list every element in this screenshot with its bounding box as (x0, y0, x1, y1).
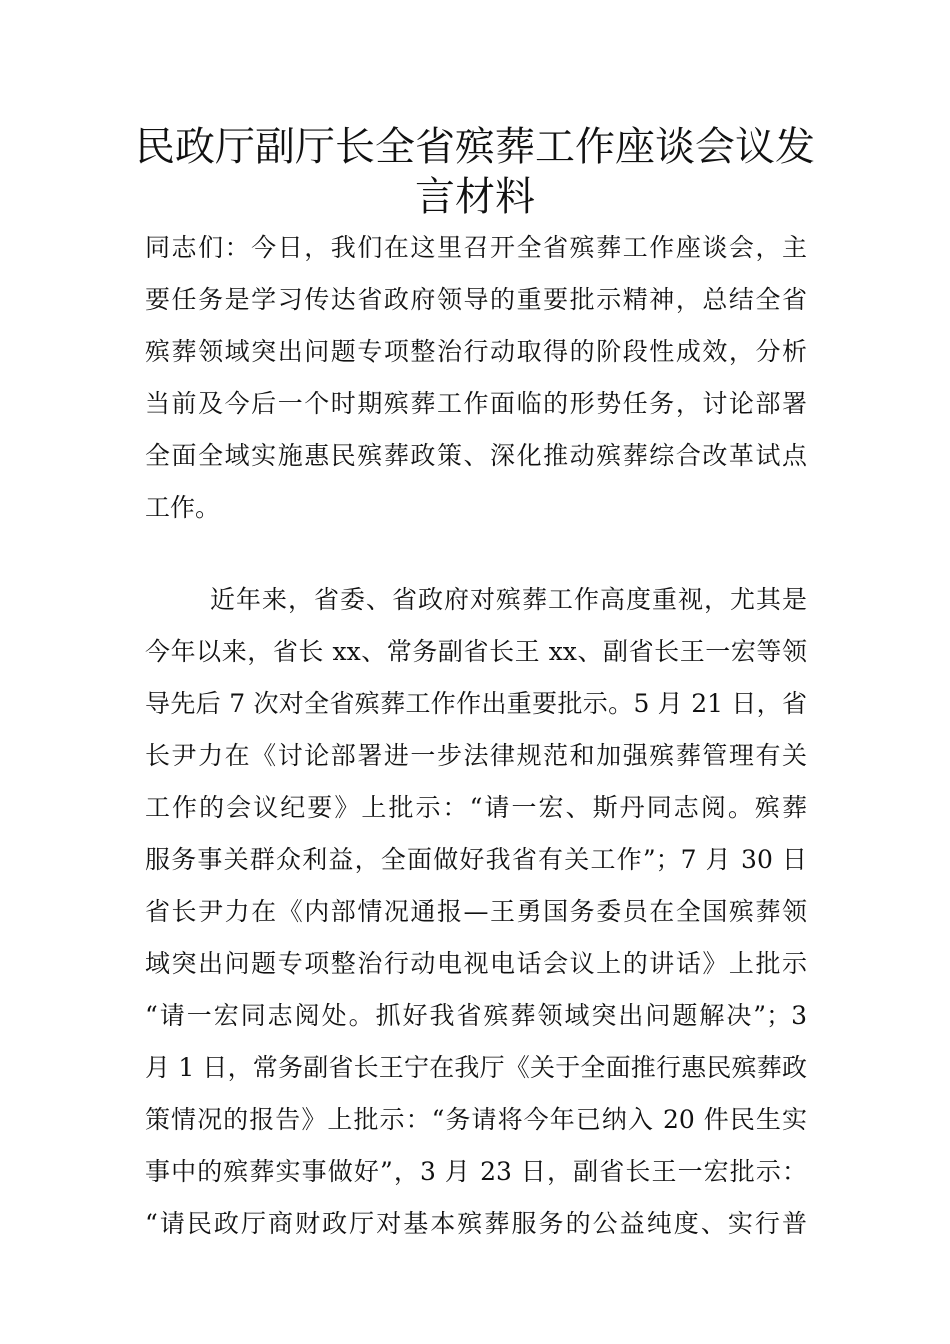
paragraph-1-line: 殡葬领域突出问题专项整治行动取得的阶段性成效，分析 (145, 337, 807, 366)
paragraph-2-line: 域突出问题专项整治行动电视电话会议上的讲话》上批示 (145, 949, 807, 978)
paragraph-2-line: 事中的殡葬实事做好”，3 月 23 日，副省长王一宏批示： (145, 1157, 807, 1186)
paragraph-2-line: 策情况的报告》上批示：“务请将今年已纳入 20 件民生实 (145, 1105, 807, 1134)
paragraph-1-line: 要任务是学习传达省政府领导的重要批示精神，总结全省 (145, 285, 807, 314)
paragraph-2-line: “请民政厅商财政厅对基本殡葬服务的公益纯度、实行普 (145, 1209, 807, 1238)
title-line-2: 言材料 (415, 174, 535, 220)
paragraph-2-line: 月 1 日，常务副省长王宁在我厅《关于全面推行惠民殡葬政 (145, 1053, 807, 1082)
paragraph-1-line: 全面全域实施惠民殡葬政策、深化推动殡葬综合改革试点 (145, 441, 807, 470)
title-line-1: 民政厅副厅长全省殡葬工作座谈会议发 (135, 124, 815, 170)
paragraph-1-line: 同志们：今日，我们在这里召开全省殡葬工作座谈会，主 (145, 233, 807, 262)
paragraph-2-line: 导先后 7 次对全省殡葬工作作出重要批示。5 月 21 日，省 (145, 689, 807, 718)
paragraph-2-line: “请一宏同志阅处。抓好我省殡葬领域突出问题解决”；3 (145, 1001, 807, 1030)
paragraph-1-line: 当前及今后一个时期殡葬工作面临的形势任务，讨论部署 (145, 389, 807, 418)
paragraph-2-line: 工作的会议纪要》上批示：“请一宏、斯丹同志阅。殡葬 (145, 793, 807, 822)
paragraph-2-line: 今年以来，省长 xx、常务副省长王 xx、副省长王一宏等领 (145, 637, 807, 666)
paragraph-2-line: 省长尹力在《内部情况通报—王勇国务委员在全国殡葬领 (145, 897, 807, 926)
paragraph-1-line: 工作。 (145, 493, 221, 522)
paragraph-2-line: 长尹力在《讨论部署进一步法律规范和加强殡葬管理有关 (145, 741, 807, 770)
paragraph-2-line: 服务事关群众利益，全面做好我省有关工作”；7 月 30 日 (145, 845, 807, 874)
paragraph-2-line: 近年来，省委、省政府对殡葬工作高度重视，尤其是 (210, 585, 807, 614)
document-title (130, 122, 820, 222)
